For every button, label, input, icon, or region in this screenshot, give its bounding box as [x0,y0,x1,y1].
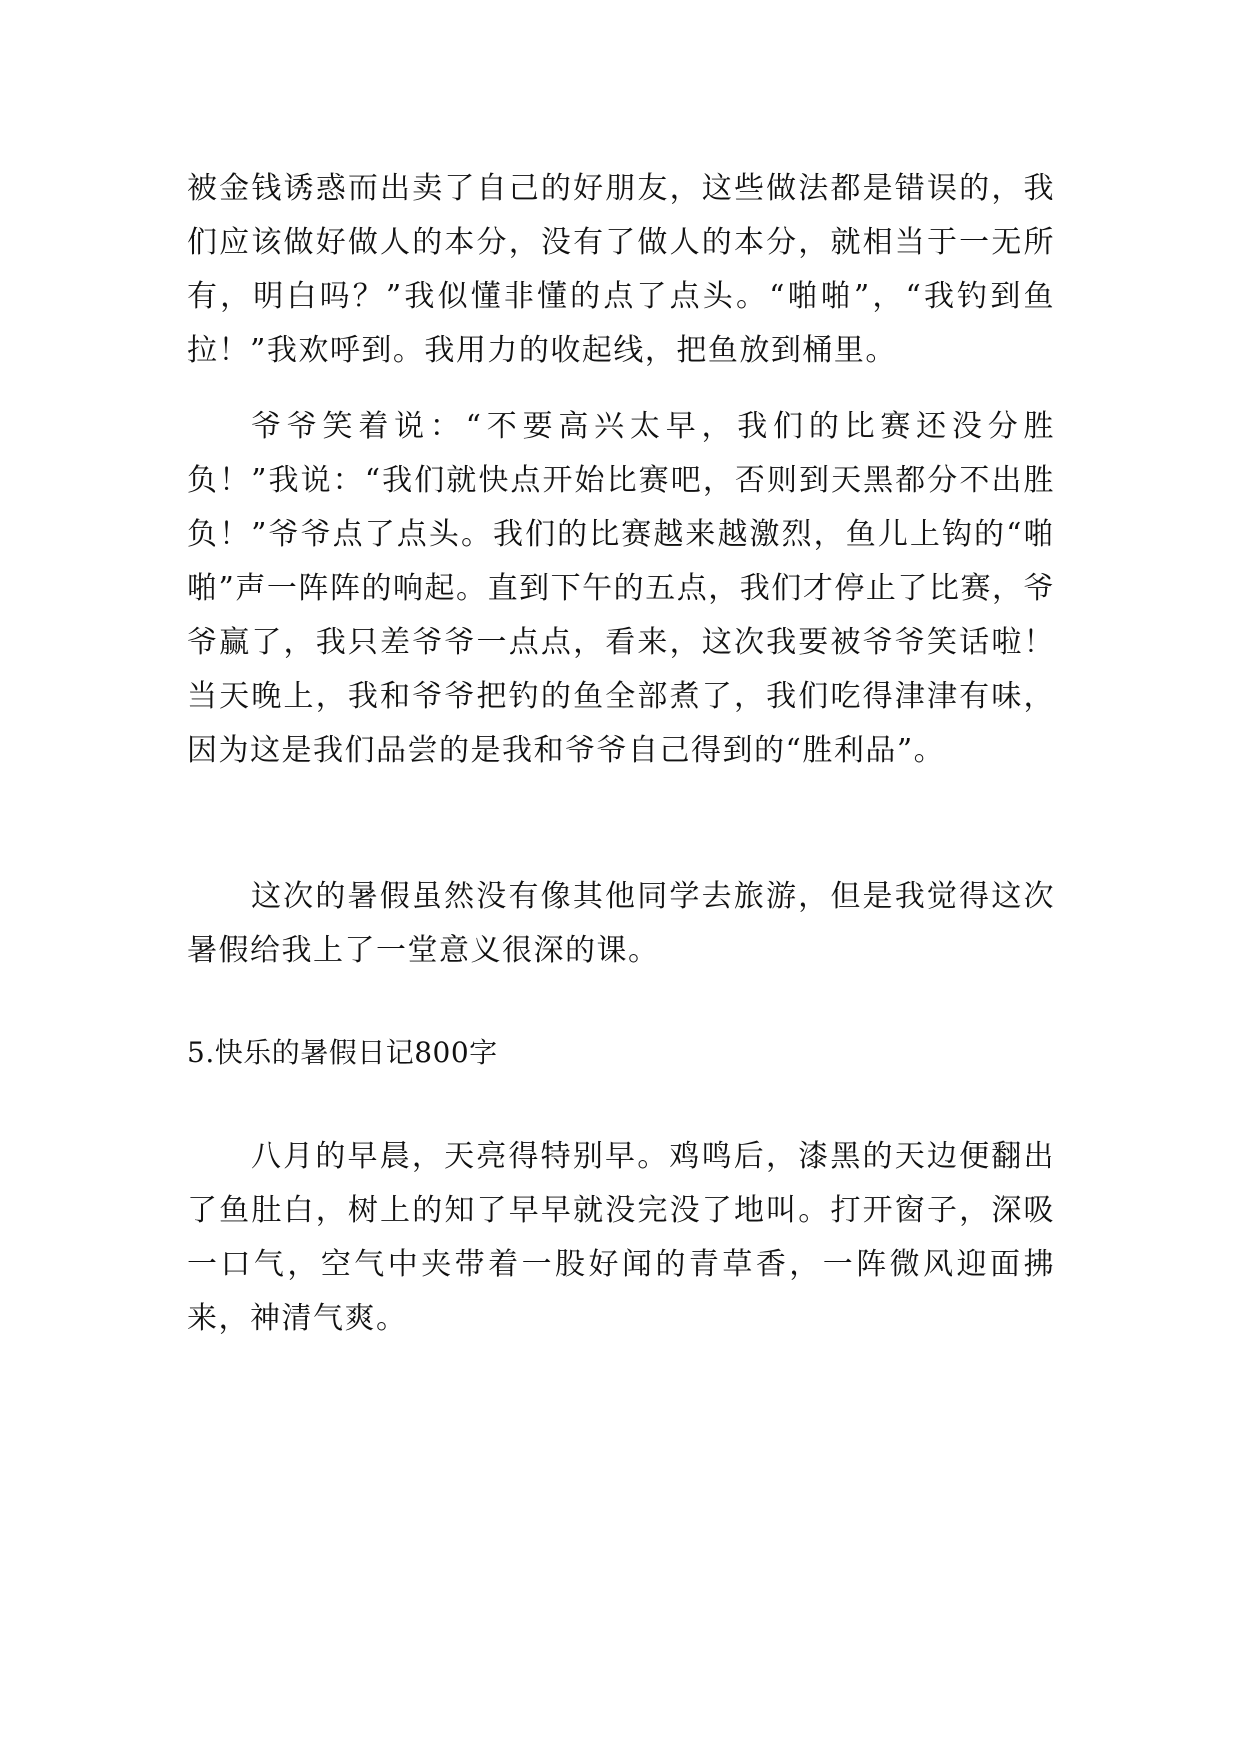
paragraph-1: 被金钱诱惑而出卖了自己的好朋友，这些做法都是错误的，我们应该做好做人的本分，没有了做人的本分，就相当于一无所有，明白吗？”我似懂非懂的点了点头。“啪啪”，“我钓到鱼拉！”我欢呼到。我用力的收起线，把鱼放到桶里。 [187,171,1055,368]
section-heading: 5.快乐的暑假日记800字 [187,1036,498,1069]
paragraph-4: 八月的早晨，天亮得特别早。鸡鸣后，漆黑的天边便翻出了鱼肚白，树上的知了早早就没完没了地叫。打开窗子，深吸一口气，空气中夹带着一股好闻的青草香，一阵微风迎面拂来，神清气爽。 [187,1139,1055,1336]
paragraph-3: 这次的暑假虽然没有像其他同学去旅游，但是我觉得这次暑假给我上了一堂意义很深的课。 [187,879,1055,968]
paragraph-2: 爷爷笑着说：“不要高兴太早，我们的比赛还没分胜负！”我说：“我们就快点开始比赛吧，否则到天黑都分不出胜负！”爷爷点了点头。我们的比赛越来越激烈，鱼儿上钩的“啪啪”声一阵阵的响起。直到下午的五点，我们才停止了比赛，爷爷赢了，我只差爷爷一点点，看来，这次我要被爷爷笑话啦！当天晚上，我和爷爷把钓的鱼全部煮了，我们吃得津津有味，因为这是我们品尝的是我和爷爷自己得到的“胜利品”。 [187,409,1055,768]
